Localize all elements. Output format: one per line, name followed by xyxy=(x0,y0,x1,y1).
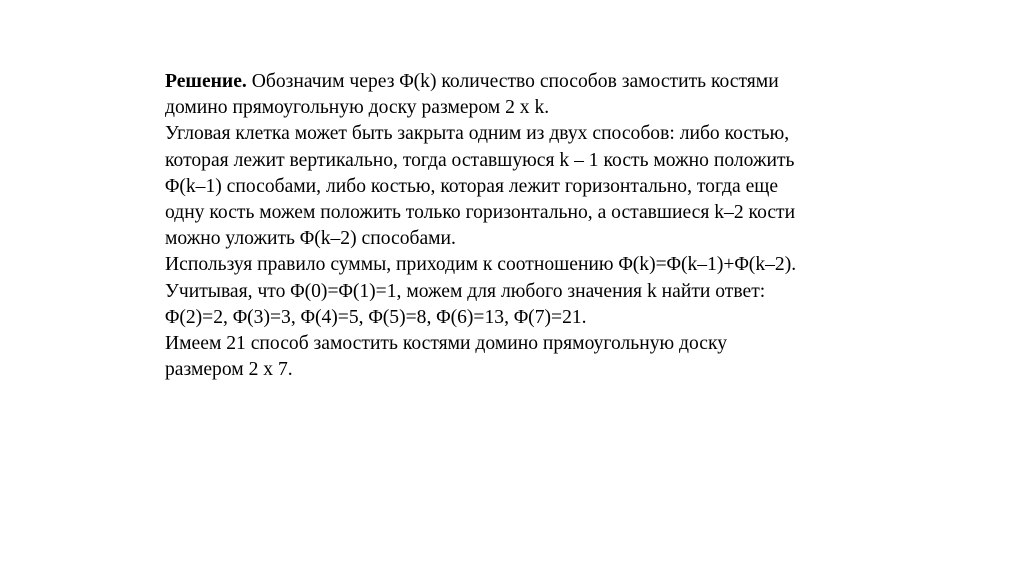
text-line-content: Обозначим через Φ(k) количество способов замостить костями xyxy=(246,71,779,92)
text-line: одну кость можем положить только горизонтально, а оставшиеся k–2 кости xyxy=(165,202,796,224)
solution-label: Решение. xyxy=(165,71,247,92)
text-line: размером 2 x 7. xyxy=(165,359,293,381)
text-line: Φ(2)=2, Φ(3)=3, Φ(4)=5, Φ(5)=8, Φ(6)=13, Φ(7)=21. xyxy=(165,306,587,328)
text-line: Используя правило суммы, приходим к соотношению Φ(k)=Φ(k–1)+Φ(k–2). xyxy=(165,254,797,276)
text-line xyxy=(165,69,905,95)
text-line: Φ(k–1) способами, либо костью, которая лежит горизонтально, тогда еще xyxy=(165,175,779,197)
text-line: можно уложить Φ(k–2) способами. xyxy=(165,228,456,250)
solution-text xyxy=(165,69,905,383)
text-line: домино прямоугольную доску размером 2 x k. xyxy=(165,97,550,119)
text-line: Имеем 21 способ замостить костями домино прямоугольную доску xyxy=(165,333,728,355)
text-line: Угловая клетка может быть закрыта одним из двух способов: либо костью, xyxy=(165,123,790,145)
text-line: Учитывая, что Φ(0)=Φ(1)=1, можем для любого значения k найти ответ: xyxy=(165,280,766,302)
text-line: которая лежит вертикально, тогда оставшуюся k – 1 кость можно положить xyxy=(165,149,795,171)
